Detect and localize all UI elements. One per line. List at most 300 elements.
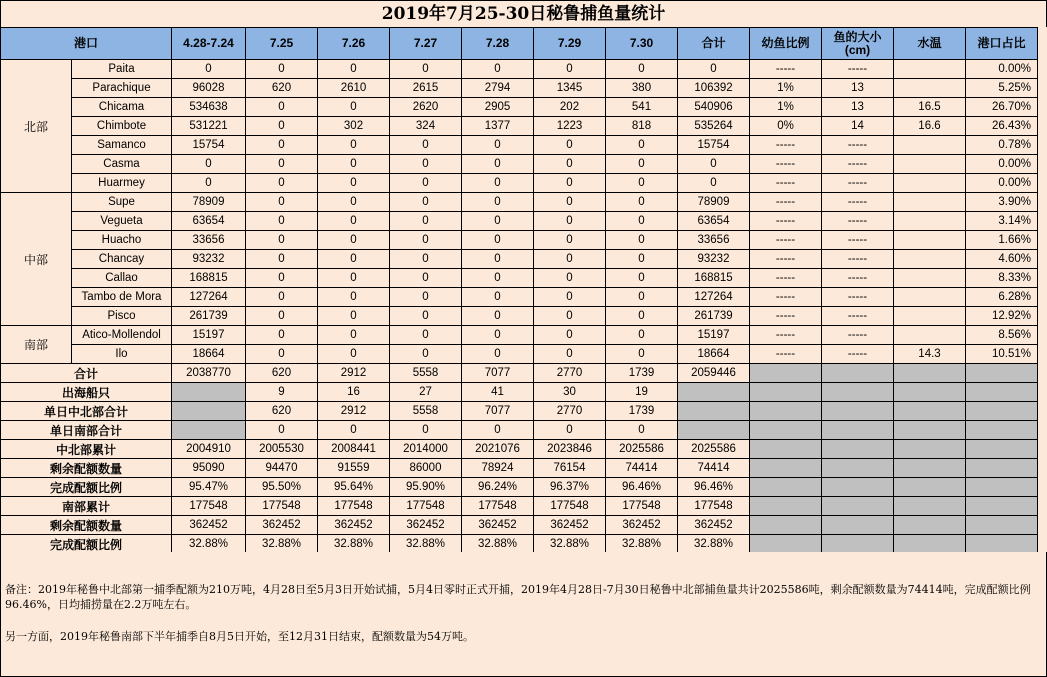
table-cell: 818	[606, 117, 678, 136]
table-cell: 16	[318, 383, 390, 402]
table-cell: 2770	[534, 402, 606, 421]
port-name: Huarmey	[72, 174, 172, 193]
table-cell: 0	[462, 421, 534, 440]
column-header: 7.30	[606, 28, 678, 60]
table-cell: 2004910	[172, 440, 246, 459]
table-cell: 2770	[534, 364, 606, 383]
table-cell: 93232	[678, 250, 750, 269]
table-row	[1, 288, 1038, 307]
table-row	[1, 345, 1038, 364]
table-cell: 8.56%	[966, 326, 1038, 345]
table-cell: 18664	[172, 345, 246, 364]
table-cell: 2620	[390, 98, 462, 117]
empty-cell	[172, 383, 246, 402]
empty-cell	[966, 402, 1038, 421]
table-cell: 9	[246, 383, 318, 402]
empty-cell	[750, 440, 822, 459]
table-cell: 0	[390, 421, 462, 440]
table-cell: 0	[246, 174, 318, 193]
table-cell: 0	[606, 231, 678, 250]
table-cell: 94470	[246, 459, 318, 478]
table-cell: 127264	[172, 288, 246, 307]
summary-label: 中北部累计	[1, 440, 172, 459]
table-cell: 15754	[172, 136, 246, 155]
empty-cell	[750, 497, 822, 516]
empty-cell	[750, 478, 822, 497]
table-cell: 0	[534, 136, 606, 155]
table-cell: 0	[606, 193, 678, 212]
table-cell: 74414	[678, 459, 750, 478]
table-cell: 2023846	[534, 440, 606, 459]
summary-label: 剩余配额数量	[1, 459, 172, 478]
table-cell: 0	[462, 269, 534, 288]
table-cell: 0	[318, 98, 390, 117]
empty-cell	[894, 516, 966, 535]
column-header: 幼鱼比例	[750, 28, 822, 60]
empty-cell	[894, 383, 966, 402]
table-cell: 2615	[390, 79, 462, 98]
table-cell	[894, 326, 966, 345]
empty-cell	[750, 516, 822, 535]
table-cell: 535264	[678, 117, 750, 136]
table-cell: 0%	[750, 117, 822, 136]
table-cell: -----	[750, 307, 822, 326]
table-cell: 91559	[318, 459, 390, 478]
table-cell: 0	[172, 60, 246, 79]
table-cell: 32.88%	[246, 535, 318, 554]
empty-cell	[750, 383, 822, 402]
table-cell: 0	[390, 326, 462, 345]
summary-label: 完成配额比例	[1, 478, 172, 497]
region-label: 北部	[1, 60, 72, 193]
table-cell: 2021076	[462, 440, 534, 459]
table-cell: 531221	[172, 117, 246, 136]
table-cell: 0	[534, 288, 606, 307]
port-name: Atico-Mollendol	[72, 326, 172, 345]
table-cell: 0	[606, 212, 678, 231]
table-cell: 0	[246, 345, 318, 364]
table-cell: 202	[534, 98, 606, 117]
table-cell: 0	[534, 307, 606, 326]
summary-label: 南部累计	[1, 497, 172, 516]
table-cell: 95.64%	[318, 478, 390, 497]
table-cell: 78924	[462, 459, 534, 478]
table-row	[1, 98, 1038, 117]
table-cell: 33656	[678, 231, 750, 250]
table-cell: 3.14%	[966, 212, 1038, 231]
table-cell: 362452	[172, 516, 246, 535]
table-cell: 0	[246, 288, 318, 307]
column-header: 7.28	[462, 28, 534, 60]
table-cell: 6.28%	[966, 288, 1038, 307]
table-cell: 8.33%	[966, 269, 1038, 288]
table-cell: 0	[390, 136, 462, 155]
empty-cell	[172, 421, 246, 440]
table-cell: 362452	[390, 516, 462, 535]
table-cell: 95.47%	[172, 478, 246, 497]
table-cell: -----	[822, 212, 894, 231]
table-cell: -----	[822, 345, 894, 364]
port-name: Huacho	[72, 231, 172, 250]
table-cell: 540906	[678, 98, 750, 117]
empty-cell	[822, 459, 894, 478]
port-name: Callao	[72, 269, 172, 288]
table-cell: -----	[750, 193, 822, 212]
table-cell: 93232	[172, 250, 246, 269]
table-cell: 3.90%	[966, 193, 1038, 212]
table-cell: 324	[390, 117, 462, 136]
port-name: Supe	[72, 193, 172, 212]
table-cell: 76154	[534, 459, 606, 478]
port-name: Tambo de Mora	[72, 288, 172, 307]
table-cell: 1739	[606, 402, 678, 421]
table-cell: 362452	[462, 516, 534, 535]
table-cell: 10.51%	[966, 345, 1038, 364]
table-cell: 541	[606, 98, 678, 117]
table-cell	[894, 60, 966, 79]
table-cell: 0	[462, 193, 534, 212]
table-cell: 78909	[678, 193, 750, 212]
table-cell: 0	[606, 307, 678, 326]
table-cell: 0	[462, 345, 534, 364]
table-cell: 27	[390, 383, 462, 402]
table-cell: 5.25%	[966, 79, 1038, 98]
table-cell: 2912	[318, 402, 390, 421]
table-cell: 2008441	[318, 440, 390, 459]
table-cell: 96.46%	[678, 478, 750, 497]
summary-row	[1, 364, 1038, 383]
table-cell: 0	[318, 155, 390, 174]
port-name: Samanco	[72, 136, 172, 155]
table-cell: 15754	[678, 136, 750, 155]
table-cell: 95.50%	[246, 478, 318, 497]
table-cell: -----	[822, 60, 894, 79]
table-cell: 15197	[678, 326, 750, 345]
table-cell: 2794	[462, 79, 534, 98]
table-cell: -----	[822, 136, 894, 155]
empty-cell	[750, 402, 822, 421]
table-cell: 0	[318, 231, 390, 250]
empty-cell	[822, 364, 894, 383]
summary-label: 单日南部合计	[1, 421, 172, 440]
table-cell	[894, 250, 966, 269]
table-cell: 26.43%	[966, 117, 1038, 136]
port-name: Paita	[72, 60, 172, 79]
table-cell: 7077	[462, 364, 534, 383]
empty-cell	[966, 440, 1038, 459]
table-cell: -----	[822, 269, 894, 288]
table-cell: 1.66%	[966, 231, 1038, 250]
empty-cell	[678, 383, 750, 402]
table-cell: -----	[750, 250, 822, 269]
empty-cell	[822, 478, 894, 497]
port-name: Chimbote	[72, 117, 172, 136]
table-cell	[894, 136, 966, 155]
summary-label: 完成配额比例	[1, 535, 172, 554]
table-cell	[894, 231, 966, 250]
column-header: 港口	[1, 28, 172, 60]
table-cell: 0	[390, 174, 462, 193]
table-cell: 177548	[246, 497, 318, 516]
table-cell	[894, 307, 966, 326]
empty-cell	[966, 478, 1038, 497]
empty-cell	[750, 421, 822, 440]
port-name: Parachique	[72, 79, 172, 98]
table-cell: 0	[534, 250, 606, 269]
empty-cell	[822, 383, 894, 402]
table-cell: 78909	[172, 193, 246, 212]
table-row	[1, 155, 1038, 174]
table-cell: 0	[462, 60, 534, 79]
table-cell: 127264	[678, 288, 750, 307]
table-cell: -----	[822, 193, 894, 212]
table-cell: 177548	[390, 497, 462, 516]
table-cell: 5558	[390, 364, 462, 383]
empty-cell	[966, 516, 1038, 535]
page-title: 2019年7月25-30日秘鲁捕鱼量统计	[0, 0, 1047, 27]
table-cell: 0	[462, 307, 534, 326]
table-cell: 0	[390, 269, 462, 288]
table-cell: 32.88%	[462, 535, 534, 554]
table-cell: -----	[750, 288, 822, 307]
empty-cell	[822, 516, 894, 535]
column-header: 7.25	[246, 28, 318, 60]
region-label: 中部	[1, 193, 72, 326]
summary-row	[1, 497, 1038, 516]
table-cell: 14.3	[894, 345, 966, 364]
table-cell: 0	[606, 136, 678, 155]
table-cell: 0	[246, 98, 318, 117]
table-cell: 0	[534, 231, 606, 250]
table-cell: -----	[822, 307, 894, 326]
table-cell: 177548	[462, 497, 534, 516]
summary-label: 合计	[1, 364, 172, 383]
table-cell: 12.92%	[966, 307, 1038, 326]
note-paragraph: 另一方面，2019年秘鲁南部下半年捕季自8月5日开始，至12月31日结束，配额数量为54万吨。	[5, 630, 474, 643]
table-cell: 0	[390, 231, 462, 250]
table-cell: 261739	[172, 307, 246, 326]
table-cell: 1377	[462, 117, 534, 136]
region-label: 南部	[1, 326, 72, 364]
port-name: Chicama	[72, 98, 172, 117]
table-cell	[894, 155, 966, 174]
table-row	[1, 307, 1038, 326]
table-cell: 0	[606, 60, 678, 79]
table-cell: 0	[606, 421, 678, 440]
table-cell: 1223	[534, 117, 606, 136]
empty-cell	[822, 497, 894, 516]
table-cell: 0.00%	[966, 155, 1038, 174]
empty-cell	[966, 364, 1038, 383]
table-cell: 2610	[318, 79, 390, 98]
table-row	[1, 193, 1038, 212]
table-cell: 2025586	[606, 440, 678, 459]
table-cell	[894, 193, 966, 212]
empty-cell	[966, 535, 1038, 554]
table-cell: 0	[246, 60, 318, 79]
table-cell: 0	[318, 345, 390, 364]
table-cell: 5558	[390, 402, 462, 421]
table-cell: 2038770	[172, 364, 246, 383]
table-row	[1, 117, 1038, 136]
summary-row	[1, 383, 1038, 402]
table-cell: 32.88%	[390, 535, 462, 554]
table-cell: 0	[462, 136, 534, 155]
empty-cell	[172, 402, 246, 421]
table-cell: 13	[822, 79, 894, 98]
table-cell: -----	[822, 326, 894, 345]
table-cell: 2905	[462, 98, 534, 117]
table-cell: 0	[246, 250, 318, 269]
table-cell: 0	[606, 269, 678, 288]
empty-cell	[894, 459, 966, 478]
table-cell: 620	[246, 402, 318, 421]
port-name: Ilo	[72, 345, 172, 364]
table-row	[1, 250, 1038, 269]
table-cell: -----	[822, 155, 894, 174]
column-header: 港口占比	[966, 28, 1038, 60]
empty-cell	[894, 478, 966, 497]
table-cell: 0	[606, 155, 678, 174]
table-cell: 0	[678, 174, 750, 193]
table-cell: 106392	[678, 79, 750, 98]
table-cell: 302	[318, 117, 390, 136]
table-cell: 41	[462, 383, 534, 402]
table-cell: -----	[822, 231, 894, 250]
table-cell: 0	[172, 155, 246, 174]
table-row	[1, 60, 1038, 79]
empty-cell	[894, 497, 966, 516]
table-cell: 15197	[172, 326, 246, 345]
table-cell: 0	[390, 307, 462, 326]
column-header: 4.28-7.24	[172, 28, 246, 60]
empty-cell	[966, 459, 1038, 478]
port-name: Vegueta	[72, 212, 172, 231]
table-cell	[894, 269, 966, 288]
table-cell: 19	[606, 383, 678, 402]
table-cell: 16.5	[894, 98, 966, 117]
table-cell: 95090	[172, 459, 246, 478]
notes-box	[0, 552, 1047, 677]
table-cell: 2059446	[678, 364, 750, 383]
empty-cell	[894, 535, 966, 554]
table-cell: 1345	[534, 79, 606, 98]
table-cell: 0	[390, 288, 462, 307]
table-cell: 1%	[750, 98, 822, 117]
port-name: Casma	[72, 155, 172, 174]
table-cell: 0	[534, 326, 606, 345]
table-cell: 63654	[172, 212, 246, 231]
table-cell: 18664	[678, 345, 750, 364]
empty-cell	[750, 364, 822, 383]
table-cell: 0	[246, 193, 318, 212]
column-header: 合计	[678, 28, 750, 60]
table-cell: 32.88%	[172, 535, 246, 554]
table-cell: 0	[462, 212, 534, 231]
table-cell	[894, 288, 966, 307]
table-cell: 0	[246, 155, 318, 174]
table-cell: 4.60%	[966, 250, 1038, 269]
table-cell: 0	[246, 136, 318, 155]
summary-row	[1, 535, 1038, 554]
table-cell: 0	[390, 212, 462, 231]
table-cell: 0	[534, 174, 606, 193]
table-cell: 0	[390, 250, 462, 269]
table-cell: 0	[534, 345, 606, 364]
table-cell: 380	[606, 79, 678, 98]
table-cell: 0	[318, 136, 390, 155]
empty-cell	[822, 535, 894, 554]
summary-row	[1, 440, 1038, 459]
table-cell: 534638	[172, 98, 246, 117]
table-cell: 362452	[606, 516, 678, 535]
table-cell: 96.37%	[534, 478, 606, 497]
table-cell: 0	[534, 60, 606, 79]
table-cell: 177548	[606, 497, 678, 516]
table-cell: 0	[318, 326, 390, 345]
empty-cell	[822, 440, 894, 459]
table-cell: 0	[462, 326, 534, 345]
table-cell: 1739	[606, 364, 678, 383]
table-cell: -----	[750, 269, 822, 288]
table-row	[1, 174, 1038, 193]
header-row	[1, 28, 1038, 60]
empty-cell	[750, 535, 822, 554]
empty-cell	[894, 364, 966, 383]
table-cell: 0	[246, 421, 318, 440]
table-cell: 620	[246, 79, 318, 98]
empty-cell	[894, 440, 966, 459]
table-row	[1, 79, 1038, 98]
table-row	[1, 136, 1038, 155]
table-cell: 261739	[678, 307, 750, 326]
table-cell	[894, 79, 966, 98]
table-cell: -----	[750, 136, 822, 155]
column-header: 水温	[894, 28, 966, 60]
table-cell: 33656	[172, 231, 246, 250]
table-cell: 0	[462, 288, 534, 307]
table-cell: 32.88%	[678, 535, 750, 554]
empty-cell	[822, 402, 894, 421]
table-cell: 7077	[462, 402, 534, 421]
table-cell: 0.00%	[966, 174, 1038, 193]
table-cell: 0	[390, 193, 462, 212]
table-cell: 2025586	[678, 440, 750, 459]
table-row	[1, 269, 1038, 288]
table-cell: 2014000	[390, 440, 462, 459]
table-row	[1, 231, 1038, 250]
table-cell: 177548	[534, 497, 606, 516]
table-cell: 0	[390, 60, 462, 79]
table-cell: -----	[750, 326, 822, 345]
table-row	[1, 212, 1038, 231]
table-cell: 0.00%	[966, 60, 1038, 79]
table-cell: -----	[822, 250, 894, 269]
table-cell: 32.88%	[534, 535, 606, 554]
table-cell: 96.46%	[606, 478, 678, 497]
table-cell: -----	[750, 60, 822, 79]
column-header: 7.27	[390, 28, 462, 60]
table-cell: 177548	[318, 497, 390, 516]
port-name: Pisco	[72, 307, 172, 326]
table-cell: 168815	[678, 269, 750, 288]
empty-cell	[966, 497, 1038, 516]
table-cell: 0	[678, 60, 750, 79]
table-cell: 0	[678, 155, 750, 174]
table-cell: 1%	[750, 79, 822, 98]
table-cell: 0	[318, 288, 390, 307]
table-cell: 0	[246, 326, 318, 345]
